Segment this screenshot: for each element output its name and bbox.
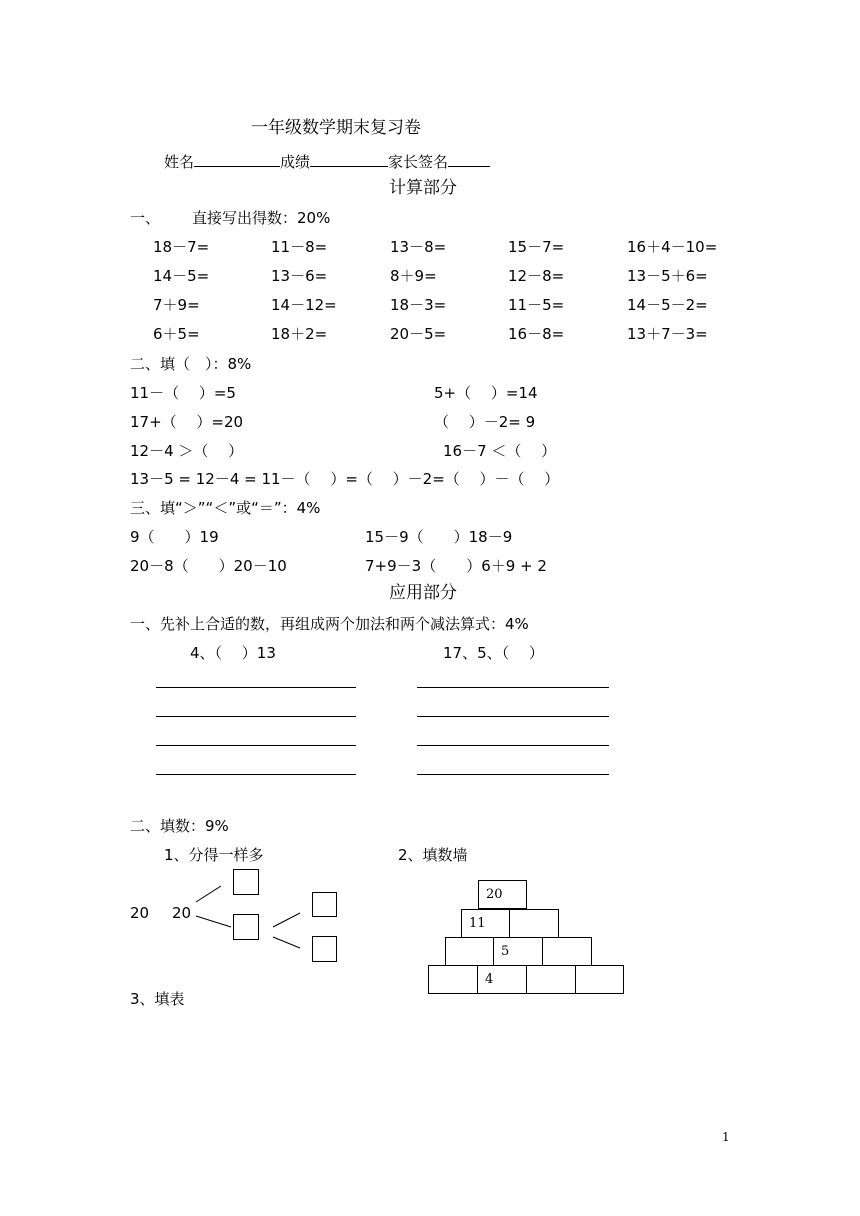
part1-problem: 13－8= bbox=[390, 238, 447, 256]
wall-value: 20 bbox=[486, 887, 503, 902]
app2-sub1: 1、分得一样多 bbox=[164, 846, 264, 864]
wall-brick[interactable] bbox=[428, 965, 478, 994]
app1-heading: 一、先补上合适的数，再组成两个加法和两个减法算式：4% bbox=[130, 615, 529, 633]
part1-problem: 20－5= bbox=[390, 325, 447, 343]
split-total: 20 bbox=[130, 904, 150, 922]
part1-problem: 14－12= bbox=[271, 296, 337, 314]
part1-problem: 14－5－2= bbox=[627, 296, 708, 314]
wall-value: 4 bbox=[485, 972, 494, 987]
split-answer-box[interactable] bbox=[233, 869, 259, 895]
wall-brick[interactable] bbox=[493, 937, 543, 966]
part3-heading: 三、填“＞”“＜”或“＝”：4% bbox=[130, 499, 321, 517]
part3-item: 20－8（ ）20－10 bbox=[130, 557, 287, 575]
name-label: 姓名 bbox=[164, 153, 195, 171]
score-label: 成绩 bbox=[280, 153, 311, 171]
split-answer-box[interactable] bbox=[312, 936, 337, 962]
part1-problem: 18－3= bbox=[390, 296, 447, 314]
wall-brick[interactable] bbox=[542, 937, 592, 966]
part1-problem: 12－8= bbox=[508, 267, 565, 285]
wall-value: 11 bbox=[469, 916, 486, 931]
part1-problem: 14－5= bbox=[153, 267, 210, 285]
wall-brick[interactable] bbox=[526, 965, 576, 994]
part2-item: 17+（ ）=20 bbox=[130, 413, 244, 431]
app2-sub2: 2、填数墙 bbox=[398, 846, 468, 864]
wall-brick[interactable] bbox=[509, 909, 559, 938]
split-answer-box[interactable] bbox=[233, 914, 259, 940]
part1-problem: 16＋4－10= bbox=[627, 238, 718, 256]
part1-problem: 16－8= bbox=[508, 325, 565, 343]
part2-item: 13－5 = 12－4 = 11－（ ）=（ ）－2=（ ）－（ ） bbox=[130, 470, 560, 488]
section-app-heading: 应用部分 bbox=[389, 583, 457, 603]
split-root: 20 bbox=[172, 904, 192, 922]
part2-item: 11－（ ）=5 bbox=[130, 384, 236, 402]
part1-problem: 7＋9= bbox=[153, 296, 200, 314]
part2-item: 5+（ ）=14 bbox=[434, 384, 538, 402]
section-calc-heading: 计算部分 bbox=[389, 178, 457, 198]
page-number: 1 bbox=[722, 1130, 730, 1144]
part2-heading: 二、填（ ）：8% bbox=[130, 355, 252, 373]
part2-item: 12－4 ＞（ ） bbox=[130, 442, 244, 460]
wall-brick[interactable] bbox=[461, 909, 510, 938]
part1-problem: 13＋7－3= bbox=[627, 325, 708, 343]
wall-value: 5 bbox=[501, 944, 510, 959]
wall-brick[interactable] bbox=[575, 965, 624, 994]
part1-problem: 13－5＋6= bbox=[627, 267, 708, 285]
part2-item: 16－7 ＜（ ） bbox=[443, 442, 557, 460]
part3-item: 9（ ）19 bbox=[130, 528, 219, 546]
wall-brick[interactable] bbox=[477, 965, 527, 994]
part1-problem: 11－8= bbox=[271, 238, 328, 256]
app1-right-numbers: 17、5、（ ） bbox=[443, 644, 544, 662]
split-answer-box[interactable] bbox=[312, 892, 337, 917]
part1-heading-number: 一、 bbox=[130, 209, 161, 227]
app3-heading: 3、填表 bbox=[130, 990, 185, 1008]
wall-brick[interactable] bbox=[478, 880, 527, 909]
part1-problem: 18＋2= bbox=[271, 325, 328, 343]
part1-problem: 6＋5= bbox=[153, 325, 200, 343]
part3-item: 15－9（ ）18－9 bbox=[365, 528, 513, 546]
part1-problem: 18－7= bbox=[153, 238, 210, 256]
parent-sign-label: 家长签名 bbox=[388, 153, 449, 171]
app2-heading: 二、填数：9% bbox=[130, 817, 229, 835]
app1-left-numbers: 4、（ ）13 bbox=[190, 644, 276, 662]
page-title: 一年级数学期末复习卷 bbox=[251, 118, 421, 138]
part1-problem: 13－6= bbox=[271, 267, 328, 285]
part1-heading: 直接写出得数：20% bbox=[192, 209, 331, 227]
part1-problem: 15－7= bbox=[508, 238, 565, 256]
part2-item: （ ）－2= 9 bbox=[434, 413, 536, 431]
part3-item: 7+9－3（ ）6＋9 + 2 bbox=[365, 557, 547, 575]
part1-problem: 11－5= bbox=[508, 296, 565, 314]
wall-brick[interactable] bbox=[445, 937, 494, 966]
part1-problem: 8＋9= bbox=[390, 267, 437, 285]
